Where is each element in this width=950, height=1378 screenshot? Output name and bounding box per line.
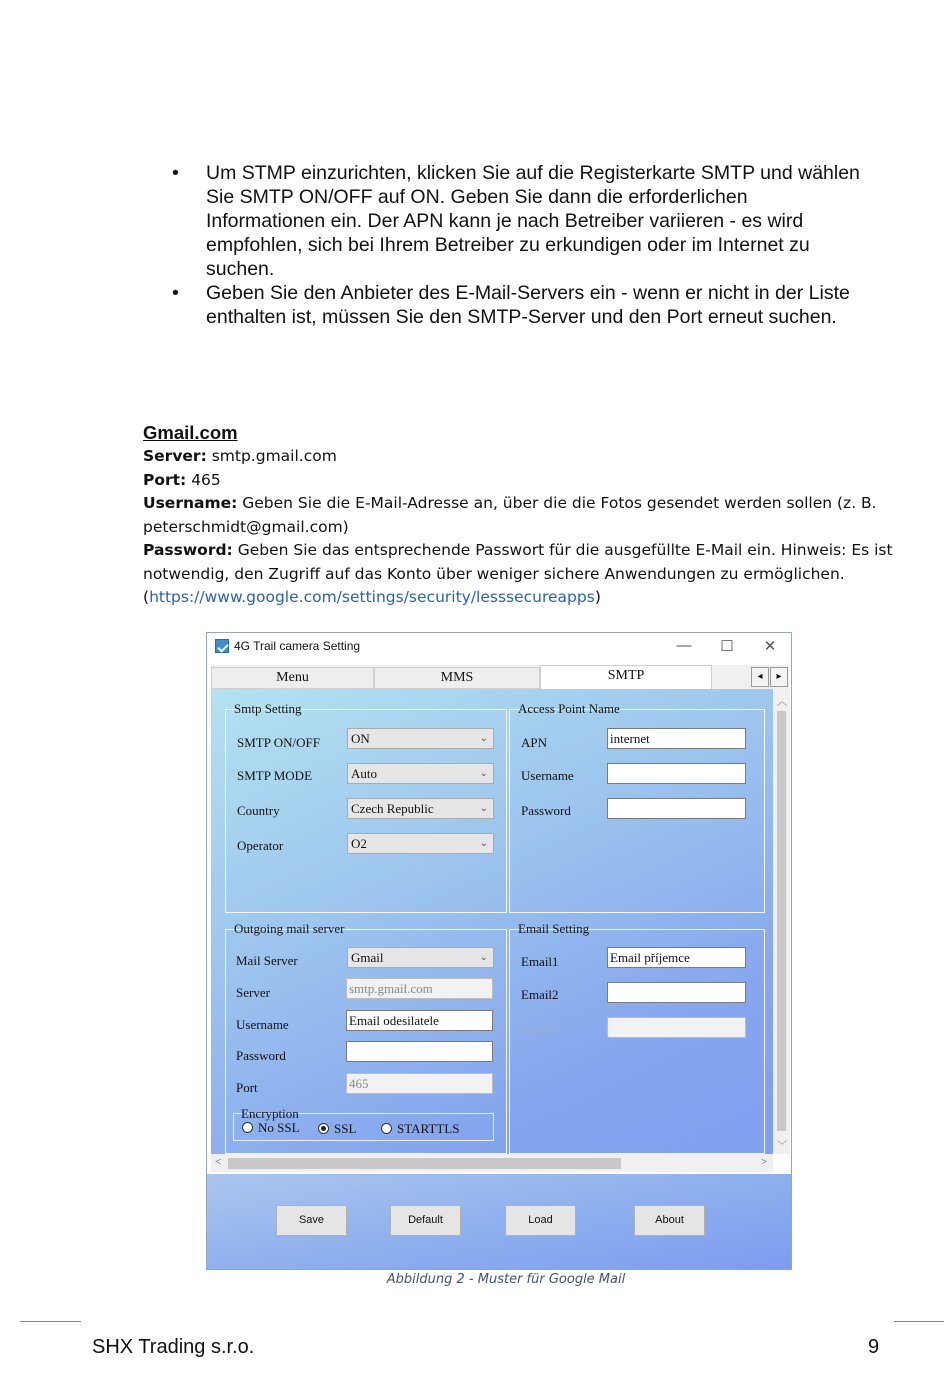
server-label: Server	[236, 985, 270, 1000]
about-button[interactable]: About	[634, 1205, 705, 1236]
instruction-list	[172, 161, 872, 329]
tab-scroll-left-icon[interactable]: ◂	[751, 667, 769, 687]
load-button[interactable]: Load	[505, 1205, 576, 1236]
radio-no-ssl-label: No SSL	[258, 1120, 300, 1135]
close-icon[interactable]: ✕	[763, 638, 777, 655]
chevron-down-icon: ⌄	[479, 733, 488, 744]
chevron-down-icon: ⌄	[479, 838, 488, 849]
chevron-down-icon: ⌄	[479, 803, 488, 814]
bullet-text: Geben Sie den Anbieter des E-Mail-Servers ein - wenn er nicht in der Liste enthalten ist, müssen Sie den SMTP-Server und den Port erneut suchen.	[206, 282, 850, 328]
chevron-down-icon: ⌄	[479, 768, 488, 779]
smtp-onoff-label: SMTP ON/OFF	[237, 735, 320, 750]
smtp-mode-label: SMTP MODE	[237, 768, 313, 783]
username-line	[143, 492, 903, 539]
title-bar	[207, 633, 791, 661]
country-value: Czech Republic	[351, 801, 434, 816]
port-input[interactable]: 465	[346, 1073, 493, 1094]
operator-label: Operator	[237, 838, 284, 853]
scroll-down-icon[interactable]: ﹀	[777, 1141, 787, 1152]
server-value: smtp.gmail.com	[206, 447, 337, 465]
bullet-icon: •	[172, 162, 179, 184]
gmail-heading: Gmail.com	[143, 422, 238, 443]
port-label: Port	[236, 1080, 258, 1095]
username-value: Geben Sie die E-Mail-Adresse an, über die die Fotos gesendet werden sollen (z. B. peterschmidt@gmail.com)	[143, 494, 877, 536]
server-input[interactable]: smtp.gmail.com	[346, 978, 493, 999]
horizontal-scroll-thumb[interactable]	[228, 1158, 621, 1169]
scroll-up-icon[interactable]: ︿	[777, 697, 787, 708]
tab-menu[interactable]: Menu	[211, 667, 374, 689]
port-value: 465	[186, 470, 221, 489]
radio-ssl[interactable]	[318, 1121, 356, 1137]
smtp-panel	[211, 689, 773, 1154]
scroll-left-icon[interactable]: <	[215, 1156, 222, 1168]
server-line	[143, 445, 903, 469]
mail-server-label: Mail Server	[236, 953, 298, 968]
link-line	[143, 586, 903, 610]
email2-label: Email2	[521, 987, 559, 1002]
tab-bar	[211, 665, 789, 689]
radio-circle-icon	[242, 1122, 253, 1133]
encryption-legend: Encryption	[241, 1106, 299, 1121]
password-line	[143, 539, 903, 586]
apn-input[interactable]: internet	[607, 728, 746, 749]
vertical-scroll-thumb[interactable]	[777, 711, 786, 1131]
list-item	[172, 161, 872, 281]
figure-caption: Abbildung 2 - Muster für Google Mail	[386, 1272, 626, 1287]
minimize-icon[interactable]: —	[676, 637, 692, 654]
tab-scroll-right-icon[interactable]: ▸	[770, 667, 788, 687]
email3-label: Email3	[521, 1022, 559, 1037]
radio-circle-icon	[381, 1123, 392, 1134]
apn-username-input[interactable]	[607, 763, 746, 784]
password-label: Password:	[143, 541, 233, 559]
apn-username-label: Username	[521, 768, 574, 783]
smtp-onoff-value: ON	[351, 731, 370, 746]
radio-starttls[interactable]	[381, 1121, 459, 1137]
security-link[interactable]: https://www.google.com/settings/security/lesssecureapps	[149, 588, 595, 606]
smtp-setting-legend: Smtp Setting	[234, 701, 302, 716]
smtp-mode-value: Auto	[351, 766, 377, 781]
smtp-onoff-select[interactable]	[347, 728, 494, 749]
tab-smtp[interactable]: SMTP	[540, 665, 712, 691]
username-label: Username	[236, 1017, 289, 1032]
apn-label: APN	[521, 735, 548, 750]
apn-password-input[interactable]	[607, 798, 746, 819]
username-label: Username:	[143, 494, 238, 512]
link-paren-open: (	[143, 588, 150, 606]
page-number: 9	[868, 1336, 880, 1358]
outgoing-mail-legend: Outgoing mail server	[234, 921, 345, 936]
mail-server-select[interactable]	[347, 947, 494, 968]
radio-selected-icon	[318, 1123, 329, 1134]
server-label: Server:	[143, 447, 207, 465]
settings-window-screenshot	[206, 632, 792, 1270]
bullet-icon: •	[172, 282, 179, 304]
footer-divider-right	[894, 1321, 944, 1322]
email3-input[interactable]	[607, 1017, 746, 1038]
apn-password-label: Password	[521, 803, 571, 818]
vertical-scrollbar[interactable]	[773, 689, 790, 1154]
country-select[interactable]	[347, 798, 494, 819]
password-label: Password	[236, 1048, 286, 1063]
country-label: Country	[237, 803, 280, 818]
footer-company: SHX Trading s.r.o.	[92, 1336, 255, 1358]
password-value: Geben Sie das entsprechende Passwort für die ausgefüllte E-Mail ein. Hinweis: Es ist notwendig, den Zugriff auf das Konto über weniger sichere Anwendungen zu ermöglichen.	[143, 541, 893, 583]
horizontal-scrollbar[interactable]	[211, 1154, 773, 1172]
radio-starttls-label: STARTTLS	[397, 1121, 460, 1136]
maximize-icon[interactable]: ☐	[720, 638, 734, 655]
port-line	[143, 469, 903, 493]
radio-no-ssl[interactable]	[242, 1120, 300, 1136]
operator-select[interactable]	[347, 833, 494, 854]
tab-mms[interactable]: MMS	[374, 667, 540, 689]
window-title: 4G Trail camera Setting	[234, 639, 361, 653]
gmail-info	[143, 421, 903, 610]
operator-value: O2	[351, 836, 367, 851]
email1-input[interactable]: Email příjemce	[607, 947, 746, 968]
scroll-right-icon[interactable]: >	[761, 1156, 768, 1168]
app-icon	[215, 639, 229, 653]
apn-legend: Access Point Name	[518, 701, 620, 716]
radio-ssl-label: SSL	[334, 1121, 357, 1136]
username-input[interactable]: Email odesilatele	[346, 1010, 493, 1031]
save-button[interactable]: Save	[276, 1205, 347, 1236]
mail-server-value: Gmail	[351, 950, 384, 965]
button-bar	[207, 1174, 791, 1270]
chevron-down-icon: ⌄	[479, 952, 488, 963]
password-input[interactable]	[346, 1041, 493, 1062]
email-setting-legend: Email Setting	[518, 921, 590, 936]
list-item	[172, 281, 872, 329]
smtp-mode-select[interactable]	[347, 763, 494, 784]
email2-input[interactable]	[607, 982, 746, 1003]
link-paren-close: )	[594, 588, 601, 606]
default-button[interactable]: Default	[390, 1205, 461, 1236]
footer-divider-left	[20, 1321, 81, 1322]
bullet-text: Um STMP einzurichten, klicken Sie auf die Registerkarte SMTP und wählen Sie SMTP ON/OFF auf ON. Geben Sie dann die erforderlichen Informationen ein. Der APN kann je nach Betreiber variieren - es wird empfohlen, sich bei Ihrem Betreiber zu erkundigen oder im Internet zu suchen.	[206, 162, 860, 280]
port-label: Port:	[143, 470, 187, 489]
email1-label: Email1	[521, 954, 559, 969]
